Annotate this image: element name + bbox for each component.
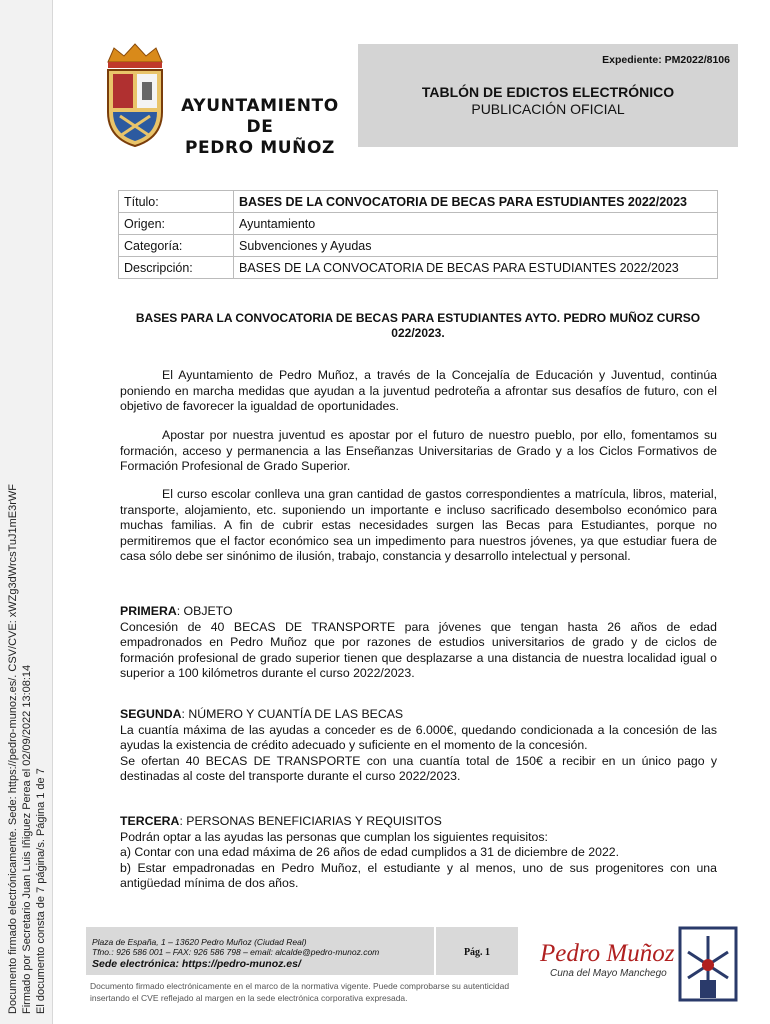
meta-key: Origen:: [119, 213, 234, 235]
table-row: [119, 257, 718, 279]
sidebar-line-1: Documento firmado electrónicamente. Sede: https://pedro-munoz.es/. CSV/CVE: xWZg3dWrcsTuJ1mE3rWF: [7, 483, 19, 1014]
paragraph-intro-3: El curso escolar conlleva una gran cantidad de gastos correspondientes a matrícula, libros, material, transporte, alojamiento, etc. suponiendo un importante e incluso sacrificado desembolso económico para muchas familias. A fin de cubrir estas necesidades surgen las Becas para Estudiantes, porque no permitiremos que el factor económico sea un impedimento para nuestros jóvenes, ya que estudiar fuera de casa sólo debe ser sinónimo de ilusión, trabajo, constancia y desarrollo intelectual y personal.: [120, 487, 717, 563]
section-text: La cuantía máxima de las ayudas a conceder es de 6.000€, quedando condicionada a la concesión de las ayudas la existencia de crédito adecuado y suficiente en el momento de la concesión.: [120, 722, 717, 752]
section-label: PRIMERA: [120, 604, 177, 618]
page-number: Pág. 1: [463, 947, 491, 958]
section-text: Concesión de 40 BECAS DE TRANSPORTE para jóvenes que tengan hasta 26 años de edad empadronados en Pedro Muñoz que por razones de estudios universitarios de grado y de ciclos de formación profesional de grado superior tienen que desplazarse a una distancia de nuestra localidad igual o superior a 100 kilómetros durante el curso 2022/2023.: [120, 619, 717, 680]
meta-key: Categoría:: [119, 235, 234, 257]
brand-logo-text: Pedro Muñoz: [540, 940, 675, 967]
sidebar-line-2: Firmado por Secretario Juan Luis Iñiguez Perea el 02/09/2022 13:08:14: [21, 664, 33, 1014]
meta-value: Subvenciones y Ayudas: [234, 235, 718, 257]
tablon-title: TABLÓN DE EDICTOS ELECTRÓNICO: [421, 84, 675, 100]
footer-sede-link[interactable]: Sede electrónica: https://pedro-munoz.es/: [92, 958, 301, 970]
section-title: : NÚMERO Y CUANTÍA DE LAS BECAS: [181, 707, 404, 721]
meta-value: BASES DE LA CONVOCATORIA DE BECAS PARA ESTUDIANTES 2022/2023: [234, 191, 718, 213]
page-number-box: [436, 927, 518, 975]
windmill-emblem-icon: [676, 922, 740, 1004]
coat-of-arms-logo: [100, 42, 170, 150]
meta-key: Título:: [119, 191, 234, 213]
org-line-1: AYUNTAMIENTO DE: [181, 96, 339, 137]
section-tercera: [120, 814, 717, 892]
section-segunda: [120, 707, 717, 785]
org-line-2: PEDRO MUÑOZ: [185, 138, 335, 158]
footer-contact: Tfno.: 926 586 001 – FAX: 926 586 798 – email: alcalde@pedro-munoz.com: [92, 947, 380, 957]
section-text: a) Contar con una edad máxima de 26 años de edad cumplidos a 31 de diciembre de 2022.: [120, 845, 620, 859]
footer-address: Plaza de España, 1 – 13620 Pedro Muñoz (Ciudad Real): [92, 937, 307, 947]
meta-value: Ayuntamiento: [234, 213, 718, 235]
table-row: [119, 191, 718, 213]
table-row: [119, 235, 718, 257]
legal-notice: Documento firmado electrónicamente en el marco de la normativa vigente. Puede comprobarse su autenticidad insertando el CVE reflejado al margen en la sede electrónica corporativa expresada.: [90, 981, 510, 1003]
meta-value: BASES DE LA CONVOCATORIA DE BECAS PARA ESTUDIANTES 2022/2023: [234, 257, 718, 279]
section-label: TERCERA: [120, 814, 180, 828]
paragraph-intro-2: Apostar por nuestra juventud es apostar por el futuro de nuestro pueblo, por ello, fomentamos su formación, acceso y permanencia a las Enseñanzas Universitarias de Grado y a los Ciclos Formativos de Formación Profesional de Grado Superior.: [120, 428, 717, 473]
organization-name: [170, 96, 350, 159]
section-text: Se ofertan 40 BECAS DE TRANSPORTE con una cuantía total de 150€ a recibir en un único pago y destinadas al coste del transporte durante el curso 2022/2023.: [120, 753, 717, 783]
section-primera: [120, 604, 717, 682]
section-text: Podrán optar a las ayudas las personas que cumplan los siguientes requisitos:: [120, 829, 548, 844]
section-label: SEGUNDA: [120, 707, 182, 721]
section-title: : OBJETO: [176, 604, 233, 618]
metadata-table: [118, 190, 718, 279]
sidebar-line-3: El documento consta de 7 página/s. Página 1 de 7: [35, 768, 47, 1014]
expediente-label: Expediente: PM2022/8106: [602, 54, 730, 66]
section-text: b) Estar empadronadas en Pedro Muñoz, el estudiante y al menos, uno de sus progenitores con una antigüedad mínima de dos años.: [120, 860, 717, 890]
paragraph-intro-1: El Ayuntamiento de Pedro Muñoz, a través de la Concejalía de Educación y Juventud, continúa poniendo en marcha medidas que ayudan a la juventud pedroteña a afrontar sus desafíos de futuro, con el objetivo de favorecer la igualdad de oportunidades.: [120, 368, 717, 413]
section-title: : PERSONAS BENEFICIARIAS Y REQUISITOS: [179, 814, 442, 828]
footer-address-box: [86, 927, 434, 975]
header-box: [358, 44, 738, 147]
signature-sidebar: [0, 0, 53, 1024]
table-row: [119, 213, 718, 235]
meta-key: Descripción:: [119, 257, 234, 279]
document-title: BASES PARA LA CONVOCATORIA DE BECAS PARA ESTUDIANTES AYTO. PEDRO MUÑOZ CURSO 022/2023.: [135, 311, 701, 340]
brand-tagline: Cuna del Mayo Manchego: [550, 968, 667, 979]
publication-label: PUBLICACIÓN OFICIAL: [471, 101, 625, 117]
